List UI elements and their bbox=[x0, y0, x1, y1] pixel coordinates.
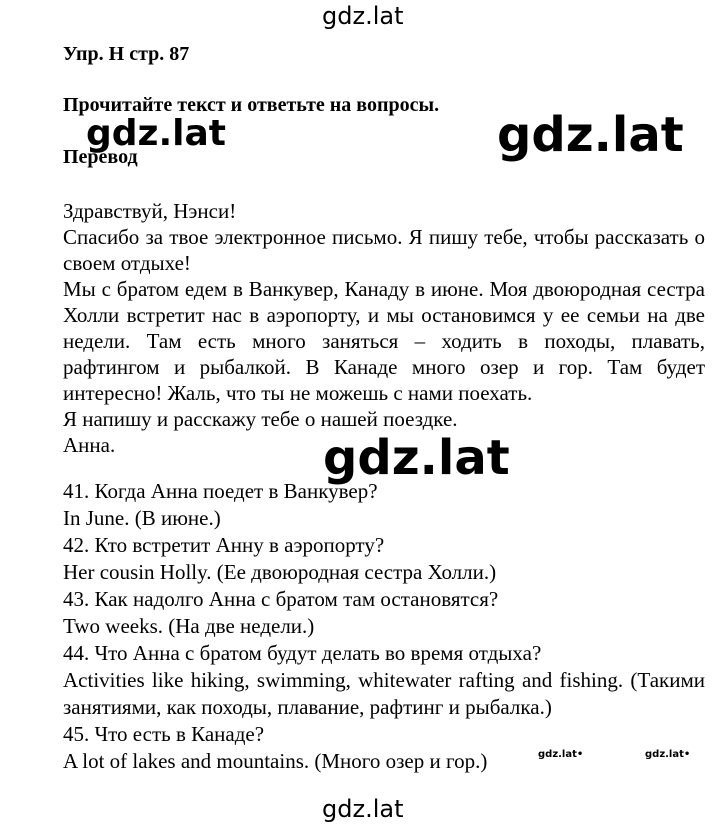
answer: Activities like hiking, swimming, whitewater rafting and fishing. (Такими занятиями, как походы, плавание, рафтинг и рыбалка.) bbox=[63, 668, 705, 719]
answer: A lot of lakes and mountains. (Много озер и гор.) bbox=[63, 749, 488, 773]
task-heading: Прочитайте текст и ответьте на вопросы. bbox=[63, 94, 440, 116]
question: 41. Когда Анна поедет в Ванкувер? bbox=[63, 479, 378, 503]
letter-greeting: Здравствуй, Нэнси! bbox=[63, 199, 237, 223]
answer: In June. (В июне.) bbox=[63, 506, 221, 530]
question: 45. Что есть в Канаде? bbox=[63, 722, 265, 746]
answer: Her cousin Holly. (Ее двоюродная сестра Холли.) bbox=[63, 560, 497, 584]
letter-paragraph: Мы с братом едем в Ванкувер, Канаду в июне. Моя двоюродная сестра Холли встретит нас в аэропорту, и мы остановимся у ее семьи на две недели. Там есть много заняться – ходить в походы, плавать, рафтингом и рыбалкой. В Канаде много озер и гор. Там будет интересно! Жаль, что ты не можешь с нами поехать. bbox=[63, 277, 705, 405]
questions-answers bbox=[63, 478, 705, 775]
translation-heading: Перевод bbox=[63, 146, 138, 168]
watermark-large-left: gdz.lat bbox=[86, 113, 227, 154]
watermark-large-center: gdz.lat bbox=[323, 430, 510, 486]
exercise-heading: Упр. H стр. 87 bbox=[63, 43, 190, 65]
watermark-large-right: gdz.lat bbox=[497, 107, 684, 163]
question: 44. Что Анна с братом будут делать во время отдыха? bbox=[63, 641, 542, 665]
answer: Two weeks. (На две недели.) bbox=[63, 614, 315, 638]
watermark-small: gdz.lat• bbox=[645, 749, 691, 760]
watermark-bottom: gdz.lat bbox=[322, 795, 404, 823]
letter-text bbox=[63, 198, 705, 458]
watermark-small: gdz.lat• bbox=[538, 749, 584, 760]
watermark-top: gdz.lat bbox=[322, 2, 404, 30]
letter-paragraph: Я напишу и расскажу тебе о нашей поездке. bbox=[63, 407, 458, 431]
question: 42. Кто встретит Анну в аэропорту? bbox=[63, 533, 385, 557]
question: 43. Как надолго Анна с братом там остановятся? bbox=[63, 587, 499, 611]
letter-signature: Анна. bbox=[63, 433, 116, 457]
letter-paragraph: Спасибо за твое электронное письмо. Я пишу тебе, чтобы рассказать о своем отдыхе! bbox=[63, 225, 705, 275]
